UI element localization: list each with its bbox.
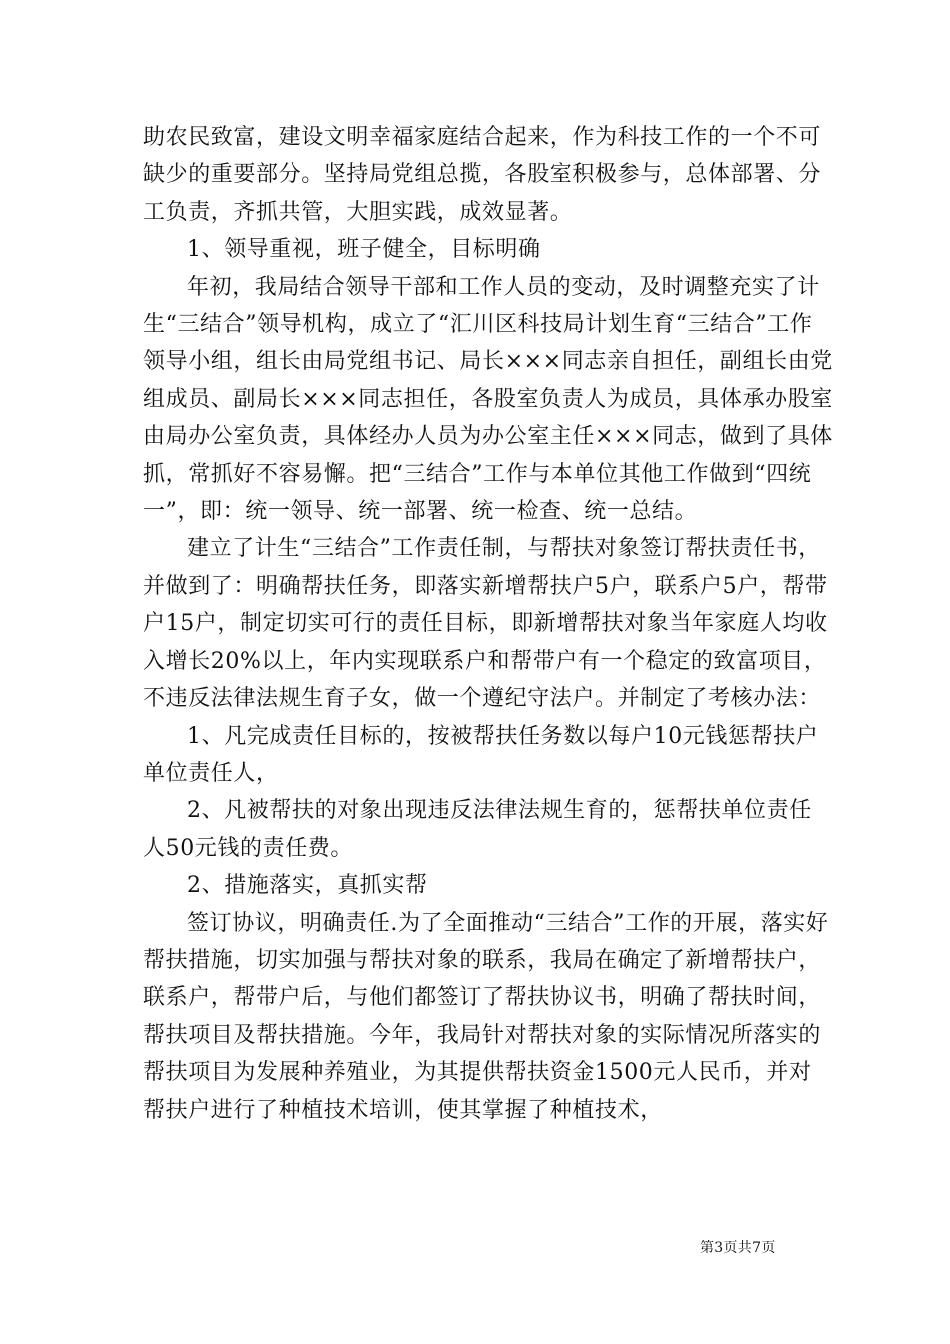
paragraph-responsibility: 建立了计生“三结合”工作责任制，与帮扶对象签订帮扶责任书，并做到了：明确帮扶任务，即落实新增帮扶户5户，联系户5户，帮带户15户，制定切实可行的责任目标，即新增帮扶对象当年家庭人均收入增长20%以上，年内实现联系户和帮带户有一个稳定的致富项目，不违反法律法规生育子女，做一个遵纪守法户。并制定了考核办法：	[143, 536, 828, 712]
paragraph-continuation: 助农民致富，建设文明幸福家庭结合起来，作为科技工作的一个不可缺少的重要部分。坚持局党组总揽，各股室积极参与，总体部署、分工负责，齐抓共管，大胆实践，成效显著。	[143, 125, 822, 225]
section-heading-2: 2、措施落实，真抓实帮	[187, 873, 428, 899]
assessment-item-1: 1、凡完成责任目标的，按被帮扶任务数以每户10元钱惩帮扶户单位责任人，	[143, 723, 819, 786]
paragraph-leadership: 年初，我局结合领导干部和工作人员的变动，及时调整充实了计生“三结合”领导机构，成立了“汇川区科技局计划生育“三结合”工作领导小组，组长由局党组书记、局长×××同志亲自担任，副组长由党组成员、副局长×××同志担任，各股室负责人为成员，具体承办股室由局办公室负责，具体经办人员为办公室主任×××同志，做到了具体抓，常抓好不容易懈。把“三结合”工作与本单位其他工作做到“四统一”，即：统一领导、统一部署、统一检查、统一总结。	[143, 274, 833, 525]
document-body	[143, 119, 833, 1129]
page-number: 第3页共7页	[700, 1240, 776, 1256]
assessment-item-2: 2、凡被帮扶的对象出现违反法律法规生育的，惩帮扶单位责任人50元钱的责任费。	[143, 798, 812, 861]
paragraph-measures: 签订协议，明确责任.为了全面推动“三结合”工作的开展，落实好帮扶措施，切实加强与帮扶对象的联系，我局在确定了新增帮扶户，联系户，帮带户后，与他们都签订了帮扶协议书，明确了帮扶时间，帮扶项目及帮扶措施。今年，我局针对帮扶对象的实际情况所落实的帮扶项目为发展种养殖业，为其提供帮扶资金1500元人民币，并对帮扶户进行了种植技术培训，使其掌握了种植技术，	[143, 910, 829, 1123]
section-heading-1: 1、领导重视，班子健全，目标明确	[187, 237, 541, 263]
